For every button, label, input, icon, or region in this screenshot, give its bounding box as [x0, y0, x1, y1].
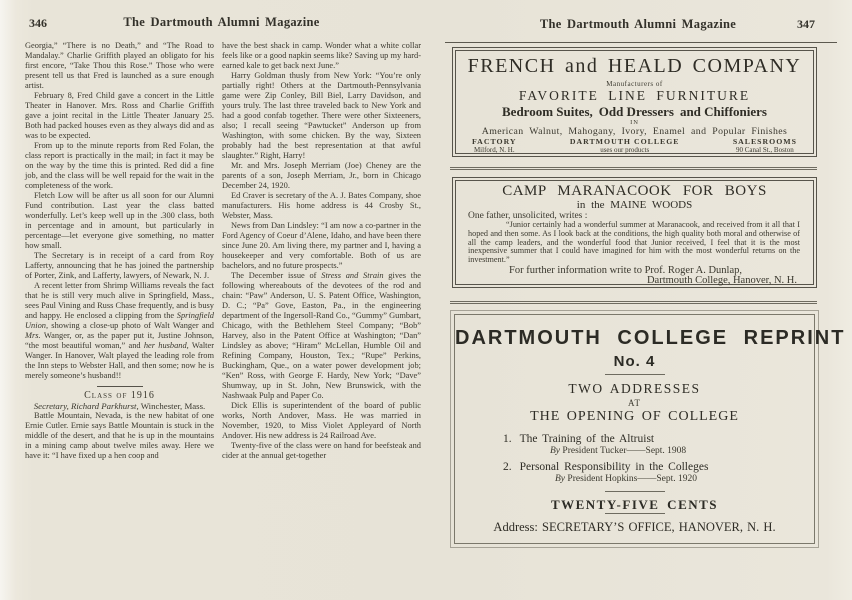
paragraph: Harry Goldman thusly from New York: “You’re only partially right! Others at the Dartmouth-Pennsylvania game were Zip Conley, Bill Biel, Larry Davidson, and yours truly. The last three traveled back to New York and had a good confab together. There were other Sixteeners, also; I recall seeing “Pawtucket” Anderson up from Washington, with some chicken. By the way, Sixteen probably had the best representation at that awful slaughter.” Right, Harry! [222, 71, 421, 160]
college-column [570, 137, 680, 154]
ad-heading: TWO ADDRESSES [568, 381, 701, 396]
class-heading: Class of 1916 [84, 390, 155, 401]
item-number: 2. [503, 461, 512, 473]
item-title: Personal Responsibility in the Colleges [519, 461, 709, 473]
text-column-2 [222, 41, 421, 461]
ad-reprint-frame [454, 314, 846, 544]
paragraph: Dick Ellis is superintendent of the board of public works, North Andover, Mass. He was married in November, 1920, to Miss Violet Appleyard of North Andover. His new address is 24 Railroad Ave. [222, 401, 421, 440]
paragraph: A recent letter from Shrimp Williams reveals the fact that he is still very much alive in Springfield, Mass., sees Paul Vining and Russ Chase frequently, and is busy and happy. He enclosed a clipping from the Springfield Union, showing a close-up photo of Walt Wanger and Mrs. Wanger, or, as the paper put it, Justine Johnson, “the most beautiful woman,” and her husband, Walter Wanger. In Hanover, Walt played the leading role from the Inn steps to Webster Hall, and then some; now he is merely someone’s husband!! [25, 281, 214, 380]
column-value: 90 Canal St., Boston [736, 146, 794, 154]
paragraph: Ed Craver is secretary of the A. J. Bates Company, shoe manufacturers. His home address is 44 Crosby St., Webster, Mass. [222, 191, 421, 220]
paragraph: The December issue of Stress and Strain gives the following whereabouts of the devotees of the rod and chain: “Paw” Anderson, U. S. Patent Office, Washington, D. C.; “Pa” Gove, Easton, Pa., in the engineering department of the Ingersoll-Rand Co., “Gummy” Gumbart, Chicago, with the Bethlehem Steel Company; “Bob” Harvey, also in the Patent Office at Washington; “Dan” Lindsley as above; “Hiram” McLellan, Humble Oil and Refining Company, Houston, Tex.; “Rupe” Perkins, Buckingham, Que., on a water power development job; “Ken” Ross, with George F. Hardy, New York; “Dave” Shumway, up in St. John, New Brunswick, with the Nashwaak Pulp and Paper Co. [222, 271, 421, 400]
secretary-byline: Secretary, Richard Parkhurst, Winchester, Mass. [33, 401, 206, 411]
ad-testimonial: “Junior certainly had a wonderful summer at Maranacook, and received from it all that I hoped and then some. As I look back at the conditions, the high quality both moral and otherwise of all the camp leaders, and the wonderful food that Junior received, I feel that it is the most inexpensive summer that I could have imagined for him with the most wonderful returns on the investment.” [468, 220, 800, 265]
column-label: SALESROOMS [732, 137, 797, 146]
ad-heading-connector: AT [628, 398, 641, 408]
ad-product-list [502, 104, 767, 120]
short-rule [605, 491, 665, 492]
paragraph: Mr. and Mrs. Joseph Merriam (Joe) Cheney are the parents of a son, Joseph Merriam, Jr., born in Chicago December 24, 1920. [222, 161, 421, 190]
column-label: FACTORY [472, 137, 517, 146]
ad-separator-rule [450, 301, 817, 304]
item-title: The Training of the Altruist [519, 433, 655, 445]
paragraph: Fletch Low will be after us all soon for our Alumni Fund contribution. Last year the class batted wonderfully. Let’s keep well up in the .300 class, both in percentage and in amount, but particularly in percentage—let everyone give something, no matter how small. [25, 191, 214, 250]
paragraph: News from Dan Lindsley: “I am now a co-partner in the Ford Agency of Coeur d’Alene, Idaho, and have been there since June 20. Am living there, my partner and I, having a housekeeper and very comfortable. Both of us are bachelors, and no future prospects.” [222, 221, 421, 270]
item-byline: By President Hopkins——Sept. 1920 [555, 474, 697, 484]
page-number-right: 347 [797, 17, 815, 31]
page-number-left: 346 [29, 16, 47, 30]
paragraph: Twenty-five of the class were on hand for beefsteak and cider at the annual get-together [222, 441, 421, 460]
short-rule [605, 513, 665, 514]
ad-heading: THE OPENING OF COLLEGE [530, 409, 739, 424]
reprint-item [503, 461, 708, 473]
text-column-1 [25, 41, 214, 461]
factory-column [472, 137, 517, 154]
ad-dartmouth-reprint [450, 310, 846, 548]
header-rule [445, 42, 837, 43]
column-value: Milford, N. H. [473, 146, 515, 154]
paragraph: have the best shack in camp. Wonder what a white collar feels like or a good napkin seems like? Saving up my hard-earned kale to get back next June.” [222, 41, 421, 70]
reprint-item [503, 433, 654, 445]
item-number: 1. [503, 433, 512, 445]
paragraph: The Secretary is in receipt of a card from Roy Lafferty, announcing that he has joined the partnership of Porter, Zink, and Lafferty, lawyers, of Newark, N. J. [25, 251, 214, 280]
ad-number: No. 4 [613, 353, 656, 370]
running-title-right: The Dartmouth Alumni Magazine [539, 17, 737, 31]
ad-info-columns [472, 137, 797, 154]
column-label: DARTMOUTH COLLEGE [569, 137, 680, 146]
short-rule [605, 374, 665, 375]
paragraph: From up to the minute reports from Red Folan, the class report is practically in the mail; in fact it may be on the way by the time this is printed. Red did a fine job, and the class will be well repaid for the wait in the completeness of the work. [25, 141, 214, 190]
product-item: Bedroom Suites, [502, 104, 593, 119]
ad-subtitle: in the MAINE WOODS [576, 199, 693, 211]
ad-french-heald-frame [455, 50, 814, 154]
ad-title: CAMP MARANACOOK FOR BOYS [502, 183, 767, 199]
ad-in-word: IN [630, 119, 639, 126]
section-divider [97, 386, 143, 387]
ad-contact-line1: For further information write to Prof. Roger A. Dunlap, [509, 265, 742, 276]
page-right [440, 0, 852, 600]
ad-camp-frame [455, 180, 814, 285]
ad-camp-maranacook [452, 177, 817, 288]
ad-french-heald [452, 47, 817, 157]
ad-separator-rule [450, 167, 817, 170]
ad-address: Address: SECRETARY’S OFFICE, HANOVER, N. H. [493, 520, 776, 534]
column-value: uses our products [600, 146, 650, 154]
ad-finishes: American Walnut, Mahogany, Ivory, Enamel and Popular Finishes [481, 126, 788, 137]
ad-contact-line2: Dartmouth College, Hanover, N. H. [646, 275, 797, 286]
ad-title: DARTMOUTH COLLEGE REPRINT [455, 327, 846, 349]
product-item: Odd Dressers [598, 104, 674, 119]
ad-lead-line: One father, unsolicited, writes : [468, 211, 588, 221]
ad-product-line: FAVORITE LINE FURNITURE [518, 88, 751, 103]
item-byline: By President Tucker——Sept. 1908 [550, 446, 687, 456]
paragraph: Georgia,” “There is no Death,” and “The Road to Mandalay.” Charlie Griffith played an obligato for his first encore, “Take Thou this Rose.” Those who were present tell us that Fred is launched as a sure enough artist. [25, 41, 214, 90]
product-item: and Chiffoniers [679, 104, 767, 119]
ad-tagline: Manufacturers of [606, 80, 663, 88]
running-title-left: The Dartmouth Alumni Magazine [123, 15, 320, 29]
salesrooms-column [733, 137, 797, 154]
paragraph: Battle Mountain, Nevada, is the new habitat of one Ernie Cutler. Ernie says Battle Mountain is stuck in the middle of the desert, and that he is up in the mountains in a mining camp about twelve miles away. Here we have it: “I have fixed up a hen coop and [25, 411, 214, 460]
paragraph: February 8, Fred Child gave a concert in the Little Theater in Hanover. Mrs. Ross and Charlie Griffith gave a joint recital in the Little Theater January 25. Both had packed houses even as they always did and as was to be expected. [25, 91, 214, 140]
ad-title: FRENCH and HEALD COMPANY [467, 55, 802, 77]
ad-price: TWENTY-FIVE CENTS [550, 497, 719, 512]
